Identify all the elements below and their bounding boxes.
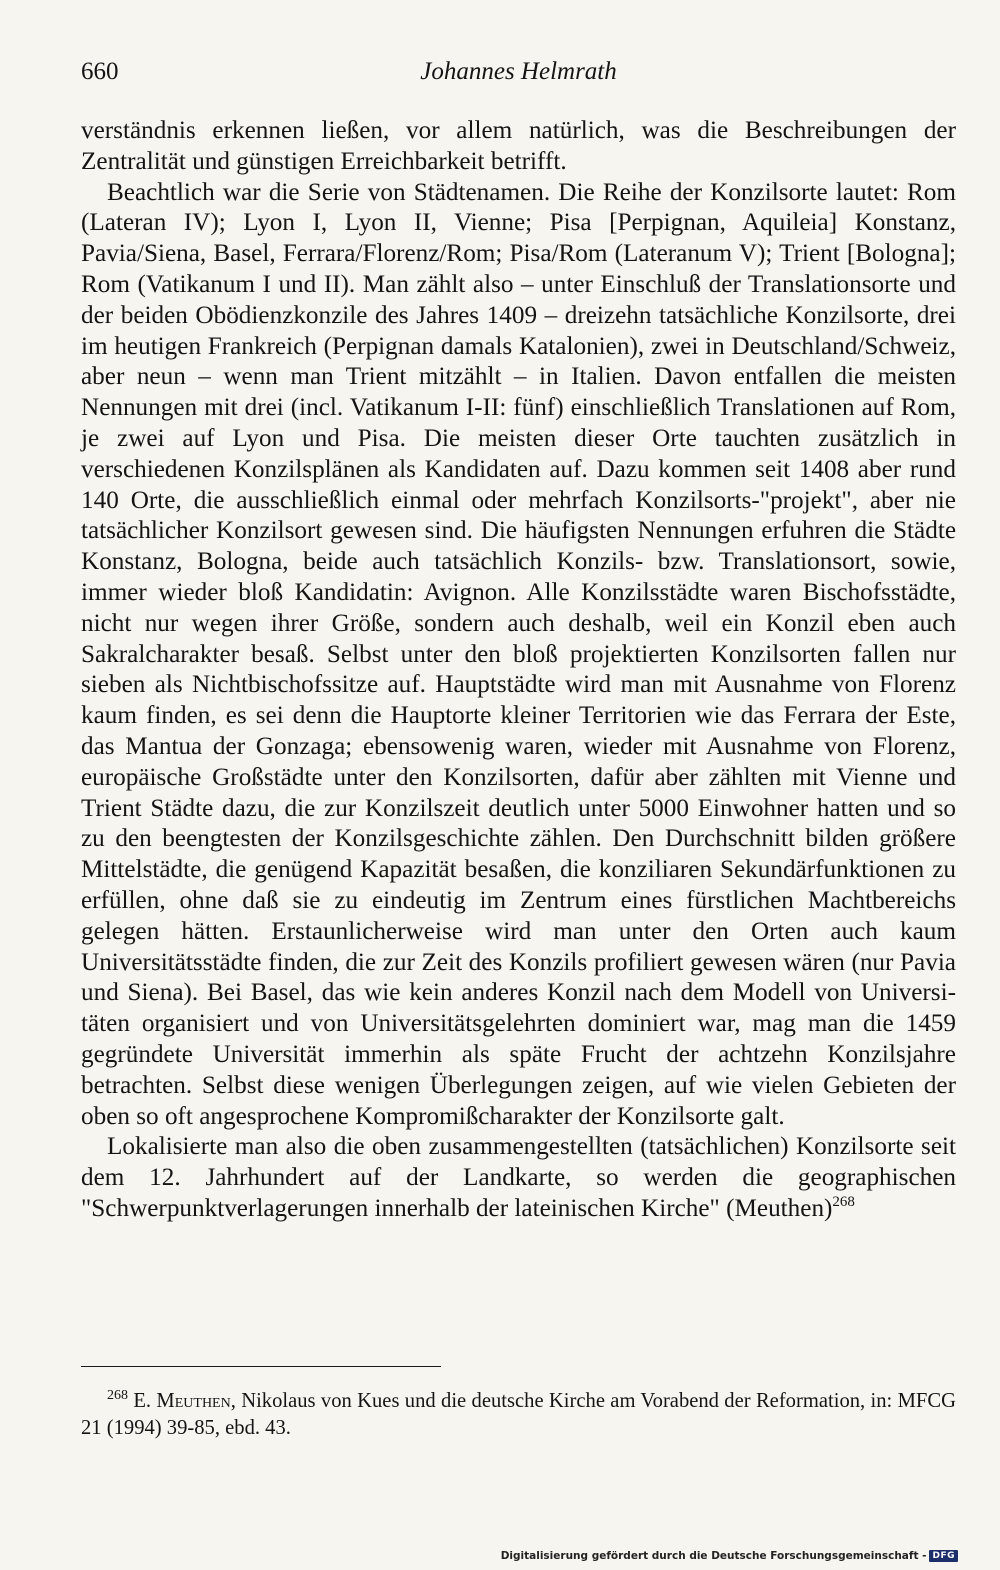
footnote-text: , Nikolaus von Kues und die deutsche Kirche am Vorabend der Reformation, in: MFCG 21 (1994) 39-85, ebd. 43. [81, 1390, 956, 1439]
page-header [81, 58, 956, 94]
dfg-logo-icon: DFG [929, 1550, 958, 1562]
paragraph-1: verständnis erkennen ließen, vor allem natürlich, was die Beschreibungen der Zentralität und günstigen Erreichbarkeit betrifft. [81, 117, 956, 175]
running-head: Johannes Helmrath [420, 58, 617, 85]
footnote-divider [81, 1366, 441, 1367]
page-number: 660 [81, 58, 119, 85]
paragraph-2: Beachtlich war die Serie von Städtenamen. Die Reihe der Konzilsorte lautet: Rom (Lateran IV); Lyon I, Lyon II, Vienne; Pisa [Perpignan, Aquileia] Konstanz, Pavia/Siena, Basel, Ferrara/Florenz/Rom; Pisa/Rom (Lateranum V); Trient [Bologna]; Rom (Vatikanum I und II). Man zählt also – unter Einschluß der Translationsorte und der beiden Obödienzkonzile des Jahres 1409 – dreizehn tatsächliche Konzilsorte, drei im heutigen Frankreich (Perpignan damals Katalonien), zwei in Deutschland/Schweiz, aber neun – wenn man Trient mitzählt – in Italien. Davon entfallen die meisten Nennungen mit drei (incl. Vatikanum I-II: fünf) einschließlich Translationen auf Rom, je zwei auf Lyon und Pisa. Die meisten dieser Orte tauchten zusätzlich in verschiedenen Konzilsplänen als Kandidaten auf. Dazu kommen seit 1408 aber rund 140 Orte, die ausschließlich einmal oder mehrfach Konzilsorts-"projekt", aber nie tatsächlicher Konzilsort gewesen sind. Die häufigsten Nennungen erfuhren die Städte Konstanz, Bologna, beide auch tatsächlich Konzils- bzw. Translationsort, sowie, immer wieder bloß Kandidatin: Avignon. Alle Konzilsstädte waren Bischofsstädte, nicht nur wegen ihrer Größe, sondern auch deshalb, weil ein Konzil eben auch Sakralcharakter besaß. Selbst unter den bloß projektierten Konzilsorten fallen nur sieben als Nichtbischofssitze auf. Hauptstädte wird man mit Ausnahme von Florenz kaum finden, es sei denn die Hauptorte kleiner Territorien wie das Ferrara der Este, das Mantua der Gonzaga; ebensowenig waren, wieder mit Ausnahme von Florenz, europäische Großstädte unter den Konzilsorten, dafür aber zählten mit Vienne und Trient Städte dazu, die zur Konzilszeit deutlich unter 5000 Einwohner hatten und so zu den beengtesten der Konzilsgeschichte zählen. Den Durchschnitt bilden größere Mittelstädte, die genügend Kapazität besaßen, die konziliaren Sekundärfunktionen zu erfüllen, ohne daß sie zu eindeutig im Zentrum eines fürstlichen Machtbereichs gelegen hätten. Erstaunlicherweise wird man unter den Orten auch kaum Universitätsstädte finden, die zur Zeit des Konzils profiliert gewesen wären (nur Pavia und Siena). Bei Basel, das wie kein anderes Konzil nach dem Modell von Universitäten organisiert und von Universitätsgelehrten dominiert war, mag man die 1459 gegründete Universität immerhin als späte Frucht der achtzehn Konzilsjahre betrachten. Selbst diese wenigen Überlegungen zeigen, auf wie vielen Gebieten der oben so oft angesprochene Kompromißcharakter der Konzilsorte galt. [81, 178, 956, 1130]
footnote-reference[interactable]: 268 [832, 1193, 855, 1210]
body-text [81, 116, 956, 1225]
footnote-268 [81, 1388, 956, 1442]
footnote-number: 268 [107, 1388, 128, 1403]
paragraph-3 [81, 1132, 956, 1224]
digitization-notice [501, 1550, 958, 1562]
paragraph-3-text: Lokalisierte man also die oben zusammengestellten (tatsächlichen) Konzilsorte seit dem 12. Jahrhundert auf der Landkarte, so werden die geographischen "Schwerpunktverlagerungen innerhalb der lateinischen Kirche" (Meuthen) [81, 1133, 956, 1222]
digitization-text: Digitalisierung gefördert durch die Deutsche Forschungsgemeinschaft - [500, 1550, 927, 1562]
footnote-author: E. Meuthen [133, 1390, 231, 1412]
